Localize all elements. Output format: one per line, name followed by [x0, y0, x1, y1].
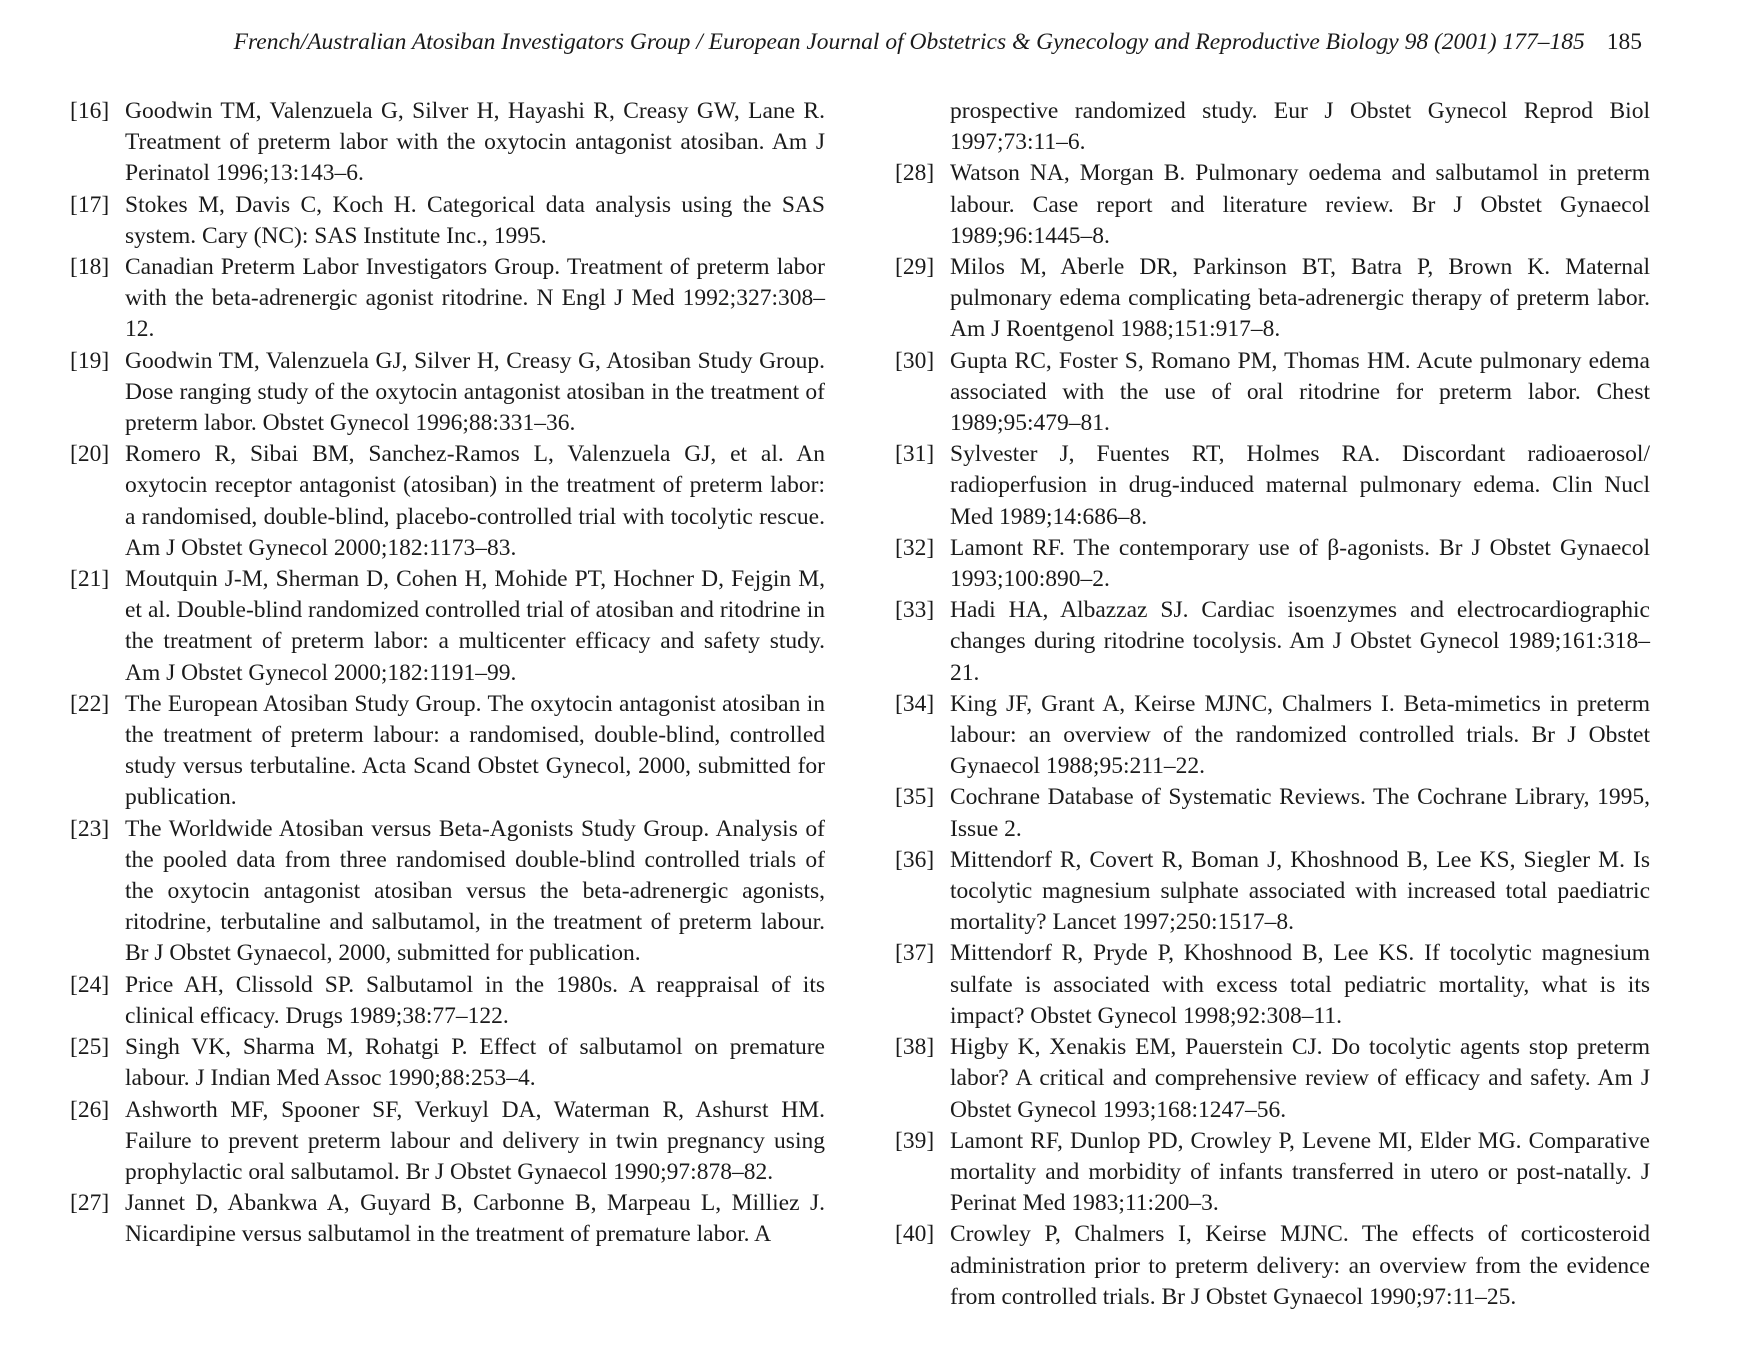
reference-text: prospective randomized study. Eur J Obstet Gynecol Reprod Biol 1997;73:11–6. — [950, 98, 1650, 156]
reference-number: [22] — [70, 690, 110, 717]
reference-number: [39] — [895, 1127, 935, 1154]
reference-number: [16] — [70, 98, 110, 124]
reference-text: Ashworth MF, Spooner SF, Verkuyl DA, Waterman R, Ashurst HM. Failure to prevent preterm labour and delivery in twin pregnancy using prophylactic oral salbutamol. Br J Obstet Gynaecol 1990;97:878–82. — [125, 1096, 825, 1185]
reference-item — [895, 346, 1650, 440]
reference-item — [70, 96, 825, 190]
reference-number: [23] — [70, 815, 110, 842]
reference-column-right — [895, 96, 1650, 1313]
reference-text: Lamont RF, Dunlop PD, Crowley P, Levene MI, Elder MG. Comparative mortality and morbidity of infants transferred in utero or post-natally. J Perinat Med 1983;11:200–3. — [950, 1127, 1650, 1217]
reference-number: [26] — [70, 1096, 110, 1123]
reference-text: King JF, Grant A, Keirse MJNC, Chalmers I. Beta-mimetics in preterm labour: an overview of the randomized controlled trials. Br J Obstet Gynaecol 1988;95:211–22. — [950, 690, 1650, 780]
reference-item — [70, 252, 825, 346]
reference-item — [895, 595, 1650, 689]
reference-number: [30] — [895, 347, 935, 374]
reference-number: [21] — [70, 566, 110, 593]
running-head — [128, 26, 1642, 58]
reference-continuation — [895, 96, 1650, 158]
reference-number: [18] — [70, 254, 110, 281]
reference-number: [34] — [895, 690, 935, 717]
reference-item — [70, 564, 825, 689]
reference-text: The European Atosiban Study Group. The oxytocin antagonist atosiban in the treatment of preterm labour: a randomised, double-blind, controlled study versus terbutaline. Acta Scand Obstet Gynecol, 2000, submitted for publication. — [125, 690, 825, 811]
reference-text: Stokes M, Davis C, Koch H. Categorical data analysis using the SAS system. Cary (NC): SAS Institute Inc., 1995. — [125, 191, 825, 249]
reference-number: [17] — [70, 191, 110, 218]
reference-number: [40] — [895, 1221, 935, 1248]
reference-text: Mittendorf R, Pryde P, Khoshnood B, Lee KS. If tocolytic magnesium sulfate is associated with excess total pediatric mortality, what is its impact? Obstet Gynecol 1998;92:308–11. — [950, 940, 1650, 1029]
reference-item — [895, 689, 1650, 783]
reference-item — [70, 346, 825, 440]
reference-item — [895, 1032, 1650, 1126]
reference-number: [27] — [70, 1190, 110, 1217]
reference-text: The Worldwide Atosiban versus Beta-Agonists Study Group. Analysis of the pooled data from three randomised double-blind controlled trials of the oxytocin antagonist atosiban versus the beta-adrenergic agonists, ritodrine, terbutaline and salbutamol, in the treatment of preterm labour. Br J Obstet Gynaecol, 2000, submitted for publication. — [125, 815, 825, 967]
reference-number: [33] — [895, 597, 935, 624]
reference-text: Mittendorf R, Covert R, Boman J, Khoshnood B, Lee KS, Siegler M. Is tocolytic magnesium sulphate associated with increased total paediatric mortality? Lancet 1997;250:1517–8. — [950, 846, 1650, 936]
reference-text: Milos M, Aberle DR, Parkinson BT, Batra P, Brown K. Maternal pulmonary edema complicating beta-adrenergic therapy of preterm labor. Am J Roentgenol 1988;151:917–8. — [950, 254, 1650, 343]
reference-text: Singh VK, Sharma M, Rohatgi P. Effect of salbutamol on premature labour. J Indian Med Assoc 1990;88:253–4. — [125, 1034, 825, 1092]
reference-text: Romero R, Sibai BM, Sanchez-Ramos L, Valenzuela GJ, et al. An oxytocin receptor antagonist (atosiban) in the treatment of preterm labor: a randomised, double-blind, placebo-controlled trial with tocolytic rescue. Am J Obstet Gynecol 2000;182:1173–83. — [125, 441, 825, 561]
reference-item — [895, 845, 1650, 939]
reference-text: Canadian Preterm Labor Investigators Group. Treatment of preterm labor with the beta-adrenergic agonist ritodrine. N Engl J Med 1992;327:308–12. — [125, 254, 825, 343]
reference-item — [70, 190, 825, 252]
journal-citation: French/Australian Atosiban Investigators Group / European Journal of Obstetrics & Gynecology and Reproductive Biology 98 (2001) 177–185 — [233, 29, 1585, 55]
page-number: 185 — [1606, 29, 1642, 55]
reference-number: [31] — [895, 441, 935, 468]
reference-text: Price AH, Clissold SP. Salbutamol in the 1980s. A reappraisal of its clinical efficacy. Drugs 1989;38:77–122. — [125, 971, 825, 1029]
reference-number: [36] — [895, 846, 935, 873]
reference-item — [70, 1095, 825, 1189]
reference-item — [895, 158, 1650, 252]
reference-number: [20] — [70, 441, 110, 468]
reference-number: [24] — [70, 971, 110, 998]
reference-item — [895, 533, 1650, 595]
reference-text: Crowley P, Chalmers I, Keirse MJNC. The effects of corticosteroid administration prior to preterm delivery: an overview from the evidence from controlled trials. Br J Obstet Gynaecol 1990;97:11–25. — [950, 1221, 1650, 1310]
reference-text: Cochrane Database of Systematic Reviews. The Cochrane Library, 1995, Issue 2. — [950, 784, 1650, 842]
reference-item — [70, 814, 825, 970]
reference-number: [32] — [895, 534, 935, 561]
reference-item — [895, 1126, 1650, 1220]
reference-number: [28] — [895, 160, 935, 187]
reference-item — [895, 938, 1650, 1032]
reference-text: Gupta RC, Foster S, Romano PM, Thomas HM. Acute pulmonary edema associated with the use of oral ritodrine for preterm labor. Chest 1989;95:479–81. — [950, 347, 1650, 437]
reference-column-left — [70, 96, 825, 1251]
reference-number: [29] — [895, 254, 935, 281]
reference-item — [895, 439, 1650, 533]
reference-item — [895, 782, 1650, 844]
reference-item — [895, 1219, 1650, 1313]
reference-text: Higby K, Xenakis EM, Pauerstein CJ. Do tocolytic agents stop preterm labor? A critical and comprehensive review of efficacy and safety. Am J Obstet Gynecol 1993;168:1247–56. — [950, 1034, 1650, 1123]
reference-item — [70, 1032, 825, 1094]
reference-text: Jannet D, Abankwa A, Guyard B, Carbonne B, Marpeau L, Milliez J. Nicardipine versus salbutamol in the treatment of premature labor. A — [125, 1190, 825, 1248]
reference-text: Lamont RF. The contemporary use of β-agonists. Br J Obstet Gynaecol 1993;100:890–2. — [950, 534, 1650, 593]
reference-number: [19] — [70, 347, 110, 374]
reference-number: [37] — [895, 940, 935, 967]
reference-item — [895, 252, 1650, 346]
reference-text: Goodwin TM, Valenzuela GJ, Silver H, Creasy G, Atosiban Study Group. Dose ranging study of the oxytocin antagonist atosiban in the treatment of preterm labor. Obstet Gynecol 1996;88:331–36. — [125, 347, 825, 437]
reference-item — [70, 1188, 825, 1250]
reference-text: Watson NA, Morgan B. Pulmonary oedema and salbutamol in preterm labour. Case report and literature review. Br J Obstet Gynaecol 1989;96:1445–8. — [950, 160, 1650, 249]
reference-text: Moutquin J-M, Sherman D, Cohen H, Mohide PT, Hochner D, Fejgin M, et al. Double-blind randomized controlled trial of atosiban and ritodrine in the treatment of preterm labor: a multicenter efficacy and safety study. Am J Obstet Gynecol 2000;182:1191–99. — [125, 566, 825, 686]
reference-text: Goodwin TM, Valenzuela G, Silver H, Hayashi R, Creasy GW, Lane R. Treatment of preterm labor with the oxytocin antagonist atosiban. Am J Perinatol 1996;13:143–6. — [125, 98, 825, 187]
reference-item — [70, 689, 825, 814]
reference-number: [38] — [895, 1034, 935, 1061]
reference-text: Sylvester J, Fuentes RT, Holmes RA. Discordant radioaerosol/ radioperfusion in drug-induced maternal pulmonary edema. Clin Nucl Med 1989;14:686–8. — [950, 441, 1650, 530]
reference-number: [25] — [70, 1034, 110, 1061]
reference-item — [70, 439, 825, 564]
reference-number: [35] — [895, 784, 935, 811]
reference-text: Hadi HA, Albazzaz SJ. Cardiac isoenzymes and electrocardiographic changes during ritodrine tocolysis. Am J Obstet Gynecol 1989;161:318–21. — [950, 597, 1650, 686]
reference-item — [70, 970, 825, 1032]
